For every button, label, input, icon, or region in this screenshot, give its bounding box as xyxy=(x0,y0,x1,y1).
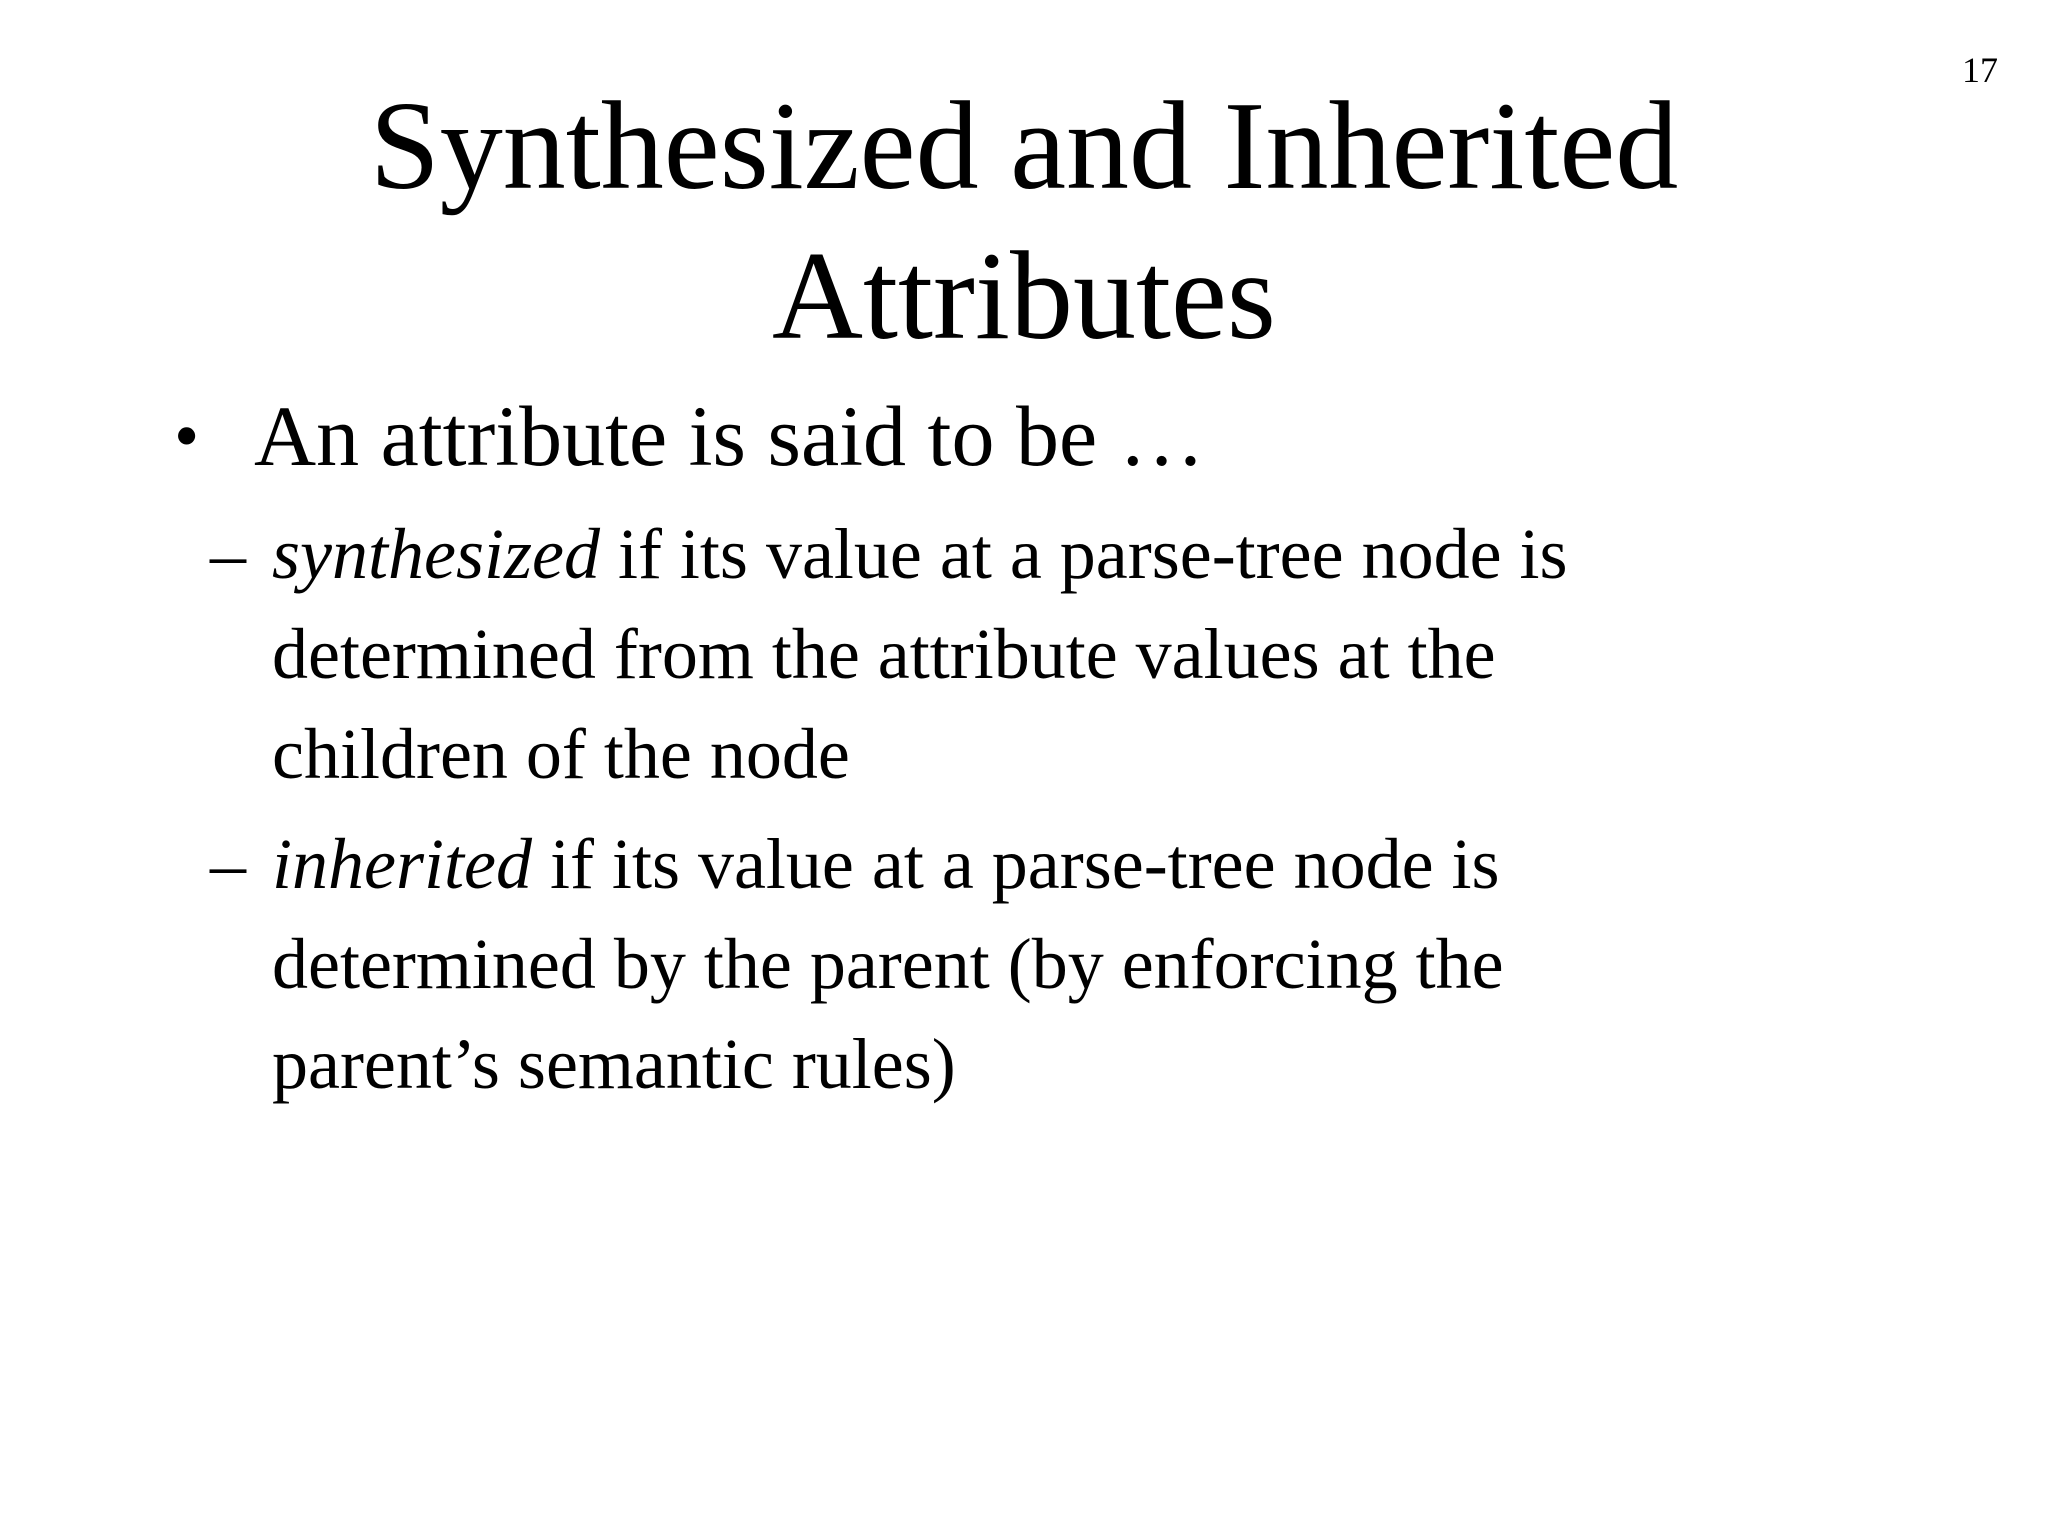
dash-marker: – xyxy=(210,514,246,594)
bullet-list xyxy=(174,386,1874,486)
bullet-item xyxy=(174,386,1874,486)
page-number: 17 xyxy=(1962,50,1998,90)
bullet-marker: • xyxy=(174,396,200,476)
term-synthesized: synthesized xyxy=(272,514,600,594)
sub-item-line-2: determined by the parent (by enforcing the xyxy=(272,924,1504,1004)
sub-item-line-1-rest: if its value at a parse-tree node is xyxy=(599,514,1568,594)
sub-item-inherited xyxy=(210,814,1832,1114)
slide-title xyxy=(0,72,2048,372)
sub-item-line-1 xyxy=(272,814,1832,914)
dash-marker: – xyxy=(210,824,246,904)
term-inherited: inherited xyxy=(272,824,532,904)
sub-item-line-2: determined from the attribute values at the xyxy=(272,614,1496,694)
sub-item-synthesized xyxy=(210,504,1832,804)
sub-item-line-1-rest: if its value at a parse-tree node is xyxy=(531,824,1500,904)
sub-item-line-3: parent’s semantic rules) xyxy=(272,1024,956,1104)
sub-item xyxy=(210,504,1832,804)
bullet-text: An attribute is said to be … xyxy=(254,388,1205,484)
sub-item-line-1 xyxy=(272,504,1832,604)
sub-item-line-3: children of the node xyxy=(272,714,850,794)
title-line-2: Attributes xyxy=(772,227,1276,366)
title-line-1: Synthesized and Inherited xyxy=(369,77,1679,216)
sub-item xyxy=(210,814,1832,1114)
